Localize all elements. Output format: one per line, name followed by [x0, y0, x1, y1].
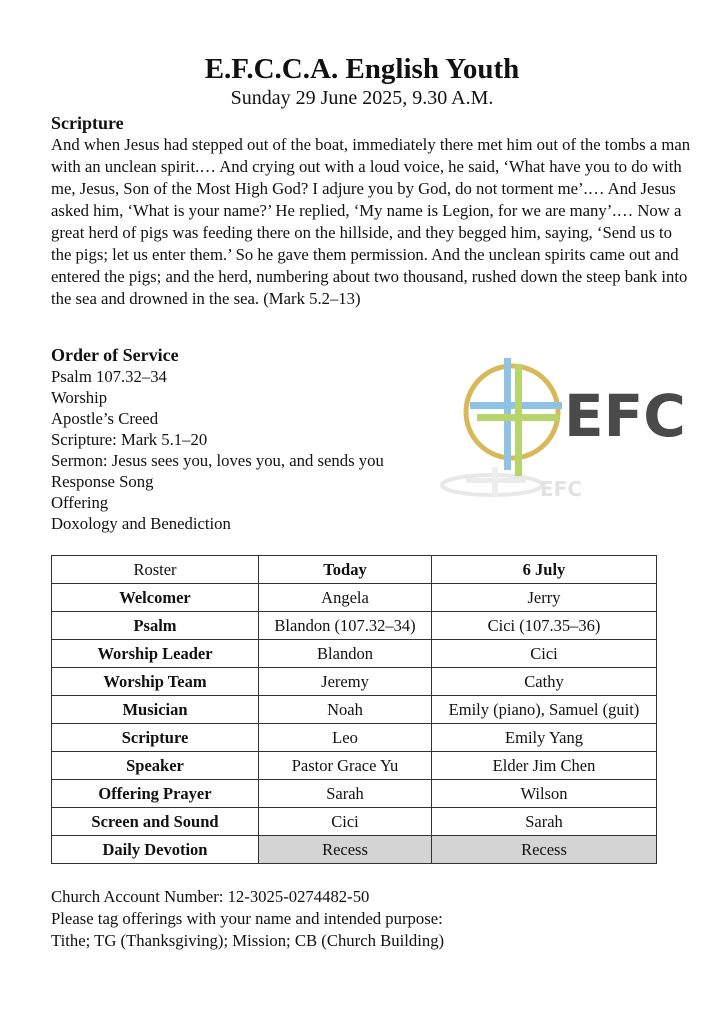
page-title: E.F.C.C.A. English Youth [204, 53, 520, 85]
roster-header-row [52, 556, 657, 584]
order-item: Worship [51, 388, 108, 407]
offering-instruction: Please tag offerings with your name and intended purpose: [51, 909, 443, 928]
order-list [51, 366, 451, 534]
table-row [52, 612, 657, 640]
next-week-cell: Emily (piano), Samuel (guit) [432, 696, 657, 724]
role-cell: Psalm [52, 612, 259, 640]
roster-table [51, 555, 657, 864]
efc-logo [432, 352, 702, 512]
order-heading: Order of Service [51, 345, 179, 365]
role-cell: Worship Leader [52, 640, 259, 668]
next-week-cell: Emily Yang [432, 724, 657, 752]
table-row [52, 724, 657, 752]
today-cell: Leo [259, 724, 432, 752]
next-week-cell: Elder Jim Chen [432, 752, 657, 780]
order-of-service [51, 345, 451, 534]
next-week-cell: Cici (107.35–36) [432, 612, 657, 640]
today-cell: Angela [259, 584, 432, 612]
order-item: Response Song [51, 472, 154, 491]
role-cell: Offering Prayer [52, 780, 259, 808]
roster-header-label: Roster [52, 556, 259, 584]
today-cell: Cici [259, 808, 432, 836]
today-cell: Blandon (107.32–34) [259, 612, 432, 640]
next-week-cell: Jerry [432, 584, 657, 612]
table-row [52, 808, 657, 836]
role-cell: Speaker [52, 752, 259, 780]
next-week-cell: Recess [432, 836, 657, 864]
today-cell: Jeremy [259, 668, 432, 696]
table-row [52, 668, 657, 696]
order-item: Apostle’s Creed [51, 409, 159, 428]
next-week-cell: Wilson [432, 780, 657, 808]
roster-header-next: 6 July [432, 556, 657, 584]
order-item: Offering [51, 493, 109, 512]
next-week-cell: Sarah [432, 808, 657, 836]
offering-categories: Tithe; TG (Thanksgiving); Mission; CB (Church Building) [51, 931, 445, 950]
roster-header-today: Today [259, 556, 432, 584]
role-cell: Musician [52, 696, 259, 724]
logo-reflection [442, 467, 582, 501]
today-cell: Sarah [259, 780, 432, 808]
today-cell: Blandon [259, 640, 432, 668]
logo-text: EFC [564, 382, 686, 450]
scripture-text: And when Jesus had stepped out of the boat, immediately there met him out of the tombs a man with an unclean spirit.… And crying out with a loud voice, he said, ‘What have you to do with me, Jesus, Son of the Most High God? I adjure you by God, do not torment me’.… And Jesus asked him, ‘What is your name?’ He replied, ‘My name is Legion, for we are many’.… Now a great herd of pigs was feeding there on the hillside, and they begged him, saying, ‘Send us to the pigs; let us enter them.’ So he gave them permission. And the unclean spirits came out and entered the pigs; and the herd, numbering about two thousand, rushed down the steep bank into the sea and drowned in the sea. (Mark 5.2–13) [51, 135, 691, 308]
service-date: Sunday 29 June 2025, 9.30 A.M. [230, 87, 494, 109]
order-item: Doxology and Benediction [51, 514, 231, 533]
scripture-heading: Scripture [51, 113, 124, 133]
table-row [52, 696, 657, 724]
table-row [52, 584, 657, 612]
table-row [52, 640, 657, 668]
today-cell: Pastor Grace Yu [259, 752, 432, 780]
logo-cross-green-vertical [515, 364, 522, 476]
order-item: Sermon: Jesus sees you, loves you, and sends you [51, 451, 384, 470]
account-number: Church Account Number: 12-3025-0274482-50 [51, 887, 370, 906]
table-row [52, 836, 657, 864]
table-row [52, 752, 657, 780]
role-cell: Daily Devotion [52, 836, 259, 864]
order-item: Psalm 107.32–34 [51, 367, 167, 386]
scripture-section [51, 113, 691, 310]
table-row [52, 780, 657, 808]
role-cell: Worship Team [52, 668, 259, 696]
role-cell: Scripture [52, 724, 259, 752]
next-week-cell: Cici [432, 640, 657, 668]
footer [51, 886, 691, 952]
today-cell: Noah [259, 696, 432, 724]
order-item: Scripture: Mark 5.1–20 [51, 430, 208, 449]
role-cell: Welcomer [52, 584, 259, 612]
logo-circle [466, 366, 558, 458]
role-cell: Screen and Sound [52, 808, 259, 836]
today-cell: Recess [259, 836, 432, 864]
logo-reflection-text: EFC [540, 477, 583, 501]
next-week-cell: Cathy [432, 668, 657, 696]
